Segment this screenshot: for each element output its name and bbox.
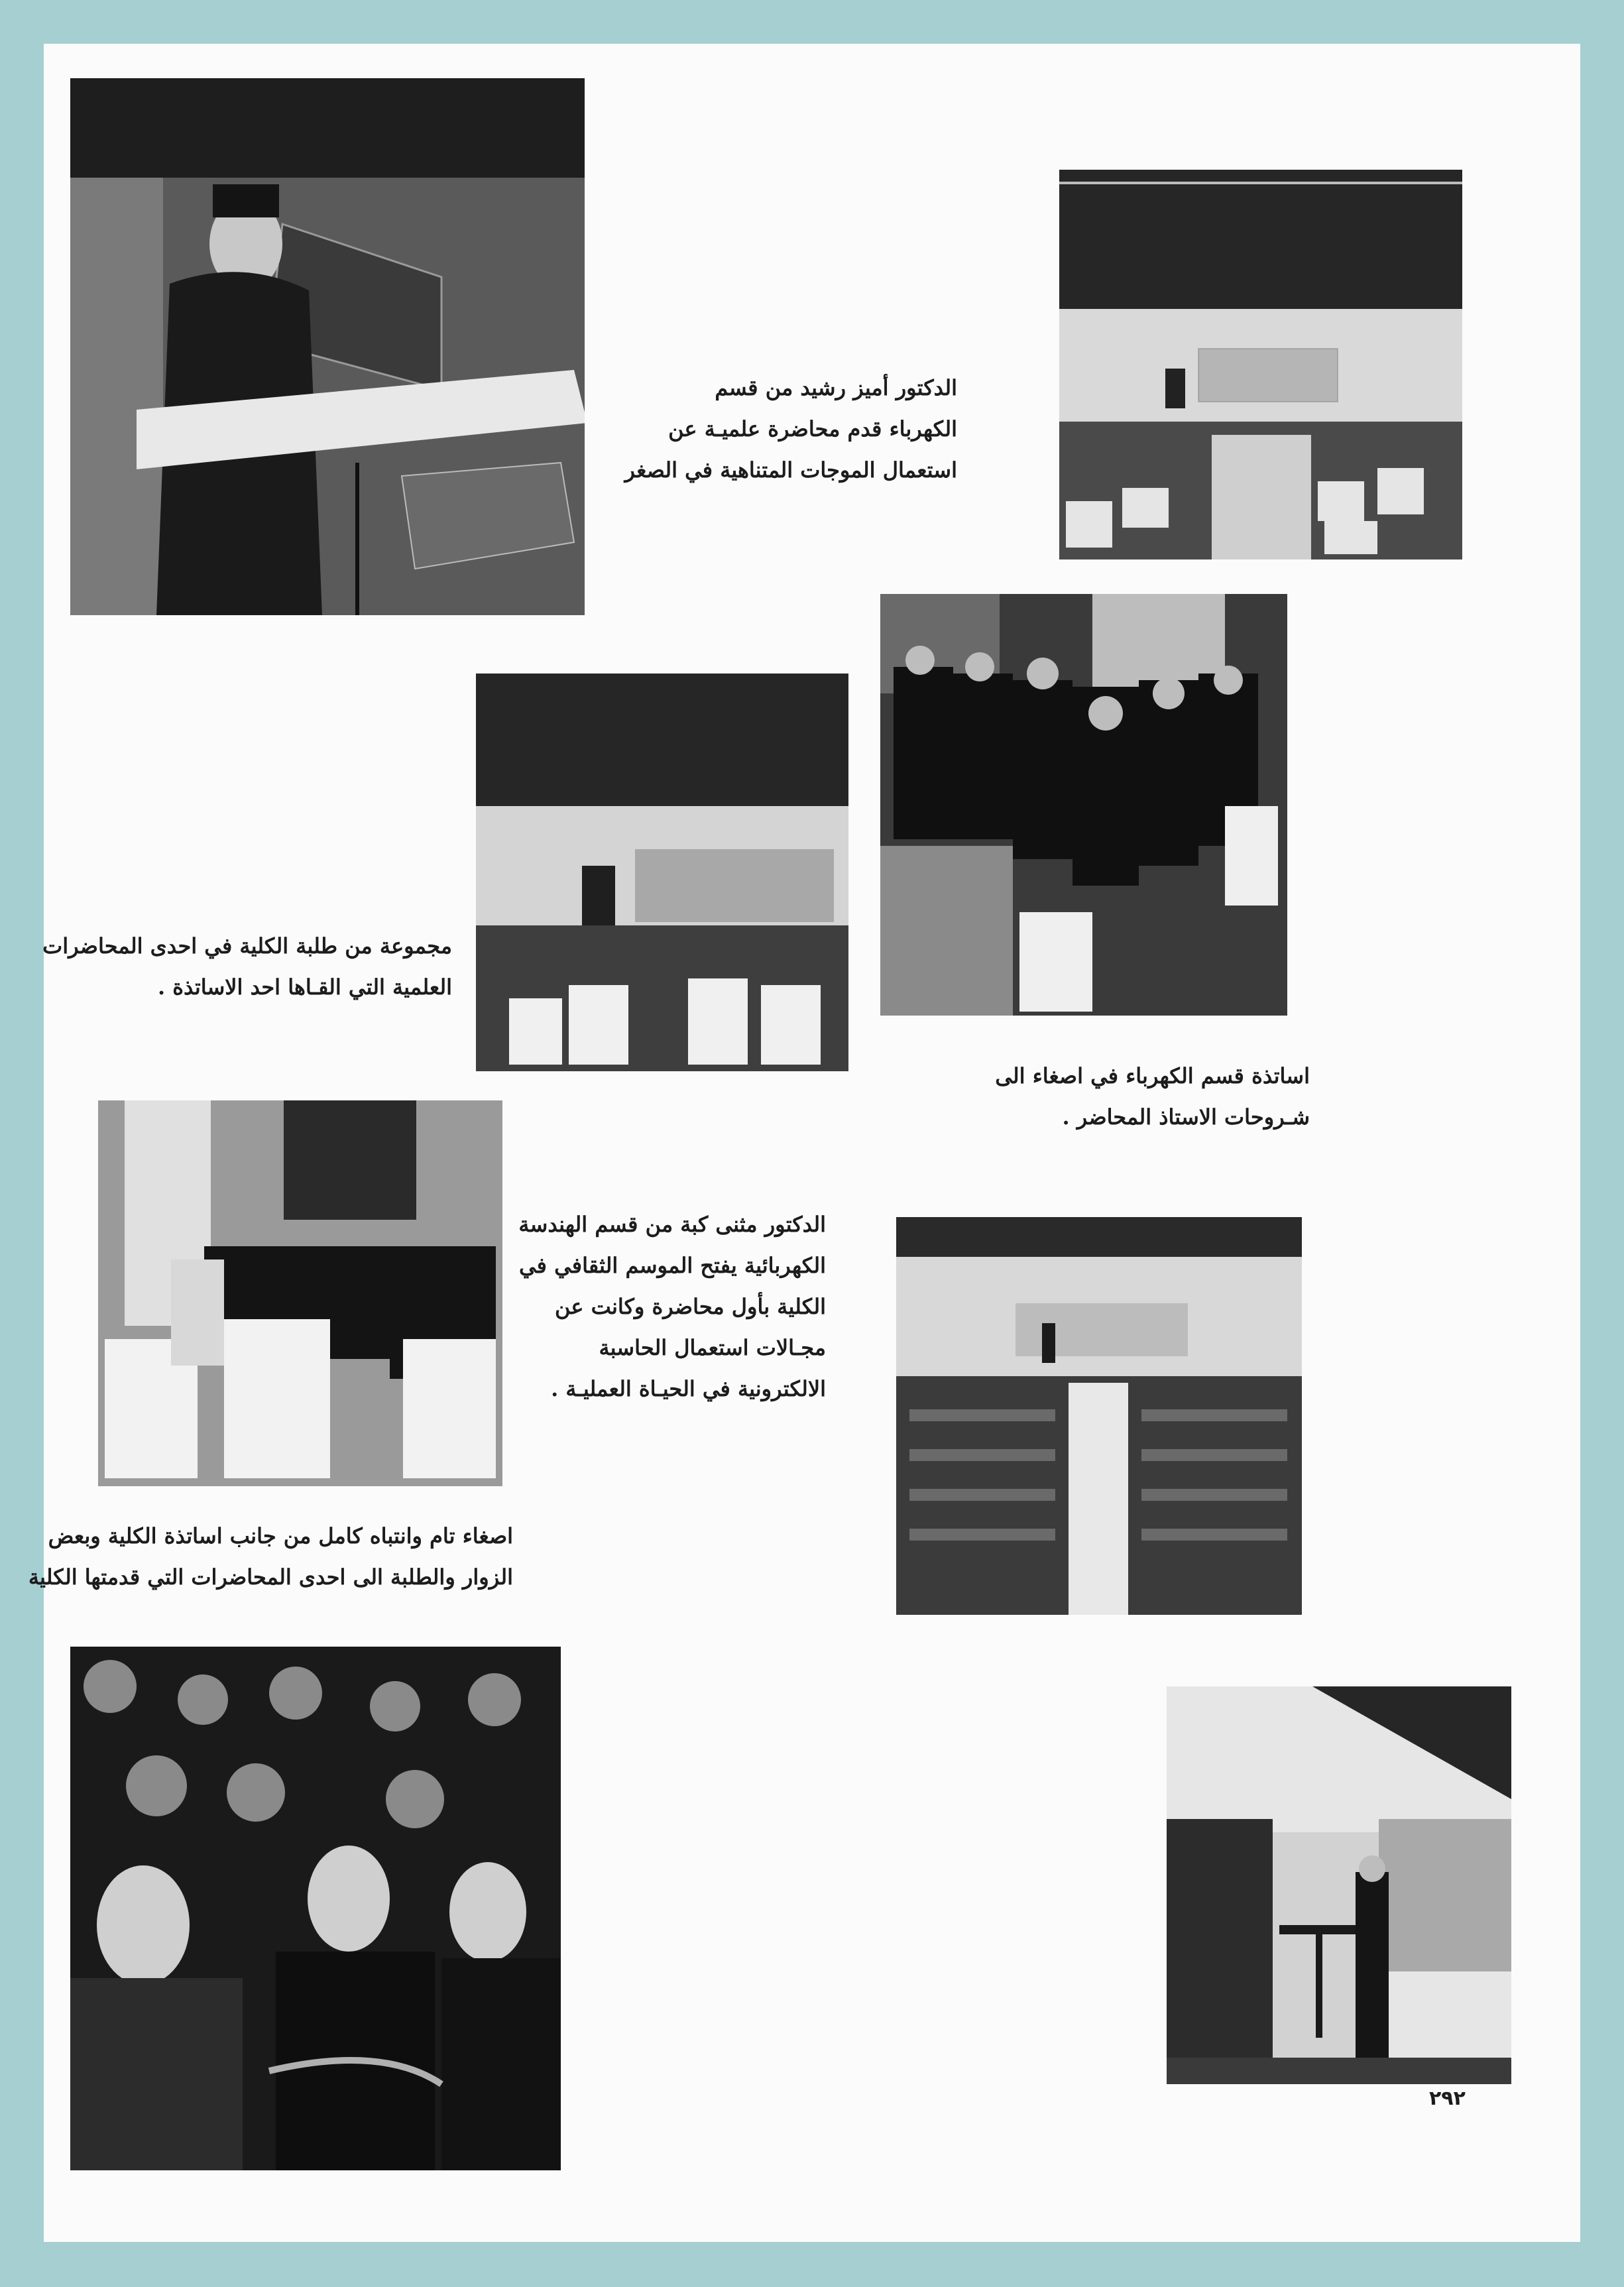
caption-students-lecture: مجموعة من طلبة الكلية في احدى المحاضرات العلمية التي القـاها احد الاساتذة . <box>42 933 452 1000</box>
caption-attentive-audience: اصغاء تام وانتباه كامل من جانب اساتذة الكلية وبعض الزوار والطلبة الى احدى المحاضرات التي قدمتها الكلية <box>28 1523 513 1590</box>
page <box>28 44 1580 2242</box>
photo-attentive-audience <box>98 1100 502 1486</box>
caption-microwave-lecture: الدكتور أميز رشيد من قسم الكهرباء قدم محاضرة علميـة عن استعمال الموجات المتناهية في الصغر <box>624 375 957 483</box>
photo-hall-audience <box>1059 170 1462 559</box>
photo-large-hall <box>896 1217 1302 1615</box>
photo-professors-seated <box>880 594 1287 1016</box>
page-number: ٢٩٢ <box>1429 2087 1466 2110</box>
caption-professors-listening: اساتذة قسم الكهرباء في اصغاء الى شـروحات الاستاذ المحاضر . <box>995 1063 1310 1130</box>
photo-lecturer-podium <box>70 78 585 615</box>
photo-lecture-audience <box>476 674 848 1071</box>
caption-cultural-season: الدكتور مثنى كبة من قسم الهندسة الكهربائية يفتح الموسم الثقافي في الكلية بأول محاضرة وكانت عن مجـالات استعمال الحاسبة الالكترونية في الحيـاة العمليـة . <box>518 1212 826 1401</box>
photo-front-row-audience <box>70 1647 561 2170</box>
photo-lecturer-stand <box>1167 1686 1511 2084</box>
